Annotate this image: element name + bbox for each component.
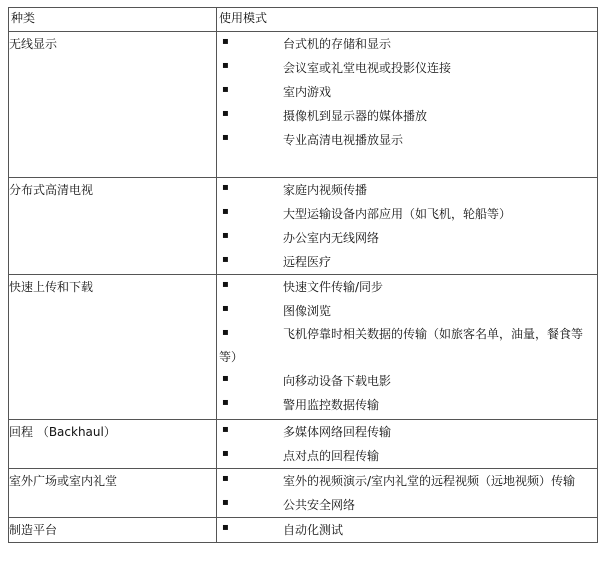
modes-cell	[217, 275, 598, 420]
bullet-icon: ▪	[222, 473, 229, 484]
table-row	[9, 178, 598, 275]
modes-cell	[217, 32, 598, 178]
table-row	[9, 275, 598, 420]
list-item: ▪ 室外的视频演示/室内礼堂的远程视频（远地视频）传输	[217, 469, 597, 493]
list-item: ▪ 点对点的回程传输	[217, 444, 597, 468]
list-item: ▪ 公共安全网络	[217, 493, 597, 517]
modes-cell	[217, 178, 598, 275]
list-item: ▪ 专业高清电视播放显示	[217, 128, 597, 152]
category-cell: 制造平台	[9, 518, 217, 543]
wrapped-continuation: 等）	[219, 350, 244, 364]
usage-mode-table	[8, 7, 598, 543]
bullet-icon: ▪	[222, 230, 229, 241]
table-row	[9, 420, 598, 469]
header-category: 种类	[9, 8, 217, 32]
list-item: ▪ 室内游戏	[217, 80, 597, 104]
list-item: ▪ 远程医疗	[217, 250, 597, 274]
list-item: ▪ 家庭内视频传播	[217, 178, 597, 202]
category-cell: 回程 （Backhaul）	[9, 420, 217, 469]
bullet-icon: ▪	[222, 303, 229, 314]
category-cell: 快速上传和下载	[9, 275, 217, 420]
list-item: ▪ 快速文件传输/同步	[217, 275, 597, 299]
table-row	[9, 518, 598, 543]
bullet-icon: ▪	[222, 448, 229, 459]
header-modes: 使用模式	[217, 8, 598, 32]
bullet-icon: ▪	[222, 279, 229, 290]
list-item: ▪ 摄像机到显示器的媒体播放	[217, 104, 597, 128]
list-item: ▪ 会议室或礼堂电视或投影仪连接	[217, 56, 597, 80]
modes-cell	[217, 420, 598, 469]
bullet-icon: ▪	[222, 182, 229, 193]
table-header-row	[9, 8, 598, 32]
bullet-icon: ▪	[222, 522, 229, 533]
list-item: ▪ 大型运输设备内部应用（如飞机，轮船等）	[217, 202, 597, 226]
table-row	[9, 469, 598, 518]
list-item: ▪ 台式机的存储和显示	[217, 32, 597, 56]
bullet-icon: ▪	[222, 132, 229, 143]
modes-cell	[217, 518, 598, 543]
list-item: ▪ 办公室内无线网络	[217, 226, 597, 250]
list-item: ▪ 飞机停靠时相关数据的传输（如旅客名单，油量，餐食等 等）	[217, 323, 597, 369]
bullet-icon: ▪	[222, 397, 229, 408]
bullet-icon: ▪	[222, 84, 229, 95]
table-row	[9, 32, 598, 178]
list-item: ▪ 警用监控数据传输	[217, 393, 597, 417]
bullet-icon: ▪	[222, 108, 229, 119]
bullet-icon: ▪	[222, 327, 229, 338]
bullet-icon: ▪	[222, 373, 229, 384]
list-item: ▪ 图像浏览	[217, 299, 597, 323]
list-item: ▪ 多媒体网络回程传输	[217, 420, 597, 444]
bullet-icon: ▪	[222, 254, 229, 265]
list-item: ▪ 自动化测试	[217, 518, 597, 542]
list-item: ▪ 向移动设备下载电影	[217, 369, 597, 393]
bullet-icon: ▪	[222, 424, 229, 435]
bullet-icon: ▪	[222, 206, 229, 217]
category-cell: 分布式高清电视	[9, 178, 217, 275]
bullet-icon: ▪	[222, 60, 229, 71]
modes-cell	[217, 469, 598, 518]
category-cell: 室外广场或室内礼堂	[9, 469, 217, 518]
bullet-icon: ▪	[222, 36, 229, 47]
category-cell: 无线显示	[9, 32, 217, 178]
bullet-icon: ▪	[222, 497, 229, 508]
